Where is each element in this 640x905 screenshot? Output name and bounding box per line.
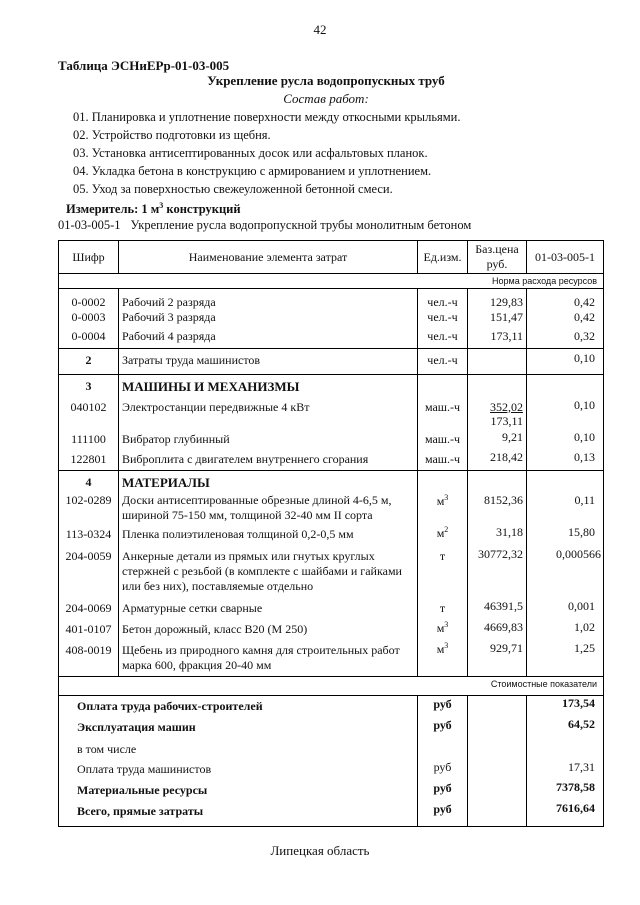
resource-table — [58, 240, 604, 827]
table-row: 0-0002 Рабочий 2 разряда чел.-ч 129,83 0,42 — [59, 289, 604, 311]
subtitle-code: 01-03-005-1 — [58, 218, 121, 232]
page-number: 42 — [313, 22, 327, 37]
table-row: 2 Затраты труда машинистов чел.-ч 0,10 — [59, 348, 604, 374]
work-item: 05. Уход за поверхностью свежеуложенной бетонной смеси. — [73, 182, 393, 196]
table-id: Таблица ЭСНиЕРр-01-03-005 — [58, 58, 230, 73]
summary-row: Эксплуатация машин руб 64,52 — [59, 717, 604, 738]
cost-subheader: Стоимостные показатели — [59, 676, 604, 695]
page-footer: Липецкая область — [270, 843, 370, 858]
table-row: 0-0004 Рабочий 4 разряда чел.-ч 173,11 0,32 — [59, 329, 604, 348]
work-item: 04. Укладка бетона в конструкцию с армированием и уплотнением. — [73, 164, 432, 178]
composition-title: Состав работ: — [283, 91, 369, 106]
table-row: 102-0289 Доски антисептированные обрезные длиной 4-6,5 м, шириной 75-150 мм, толщиной 32-40 мм II сорта $м^3$ 8152,36 0,11 — [59, 491, 604, 525]
table-row: 113-0324 Пленка полиэтиленовая толщиной 0,2-0,5 мм $м^2$ 31,18 15,80 — [59, 525, 604, 545]
table-row: 040102 Электростанции передвижные 4 кВт маш.-ч 352,02 173,11 0,10 — [59, 395, 604, 428]
work-item: 02. Устройство подготовки из щебня. — [73, 128, 271, 142]
measure-unit: Измеритель: 1 $м^3$ конструкций — [66, 201, 241, 217]
table-subtitle — [58, 218, 471, 233]
table-row: 204-0069 Арматурные сетки сварные т 46391,5 0,001 — [59, 599, 604, 619]
subtitle-text: Укрепление русла водопропускной трубы монолитным бетоном — [130, 218, 472, 232]
summary-row: Оплата труда машинистов руб 17,31 — [59, 758, 604, 779]
summary-row: Всего, прямые затраты руб 7616,64 — [59, 800, 604, 826]
header-norm: 01-03-005-1 — [527, 241, 604, 274]
work-item: 01. Планировка и уплотнение поверхности между откосными крыльями. — [73, 110, 461, 124]
works-list — [73, 108, 461, 198]
table-row: 401-0107 Бетон дорожный, класс В20 (М 250) $м^3$ 4669,83 1,02 — [59, 619, 604, 640]
table-row: 204-0059 Анкерные детали из прямых или гнутых круглых стержней с резьбой (в комплекте с шайбами и гайками или без них), поставляемые отдельно т 30772,32 0,000566 — [59, 545, 604, 599]
document-title: Укрепление русла водопропускных труб — [207, 73, 445, 88]
summary-row: Материальные ресурсы руб 7378,58 — [59, 779, 604, 800]
table-row: 111100 Вибратор глубинный маш.-ч 9,21 0,10 — [59, 428, 604, 448]
table-row: 408-0019 Щебень из природного камня для строительных работ марка 600, фракция 20-40 мм $м^3$ 929,71 1,25 — [59, 640, 604, 676]
header-code: Шифр — [59, 241, 119, 274]
header-unit: Ед.изм. — [418, 241, 468, 274]
table-row: 0-0003 Рабочий 3 разряда чел.-ч 151,47 0,42 — [59, 310, 604, 329]
summary-row: в том числе — [59, 738, 604, 758]
section-row-materials: 4 МАТЕРИАЛЫ — [59, 471, 604, 492]
work-item: 03. Установка антисептированных досок или асфальтовых планок. — [73, 146, 428, 160]
table-row: 122801 Виброплита с двигателем внутреннего сгорания маш.-ч 218,42 0,13 — [59, 448, 604, 471]
table-header-row — [59, 241, 604, 274]
norm-subheader: Норма расхода ресурсов — [59, 274, 604, 289]
header-price: Баз.цена руб. — [468, 241, 527, 274]
section-row-machines: 3 МАШИНЫ И МЕХАНИЗМЫ — [59, 374, 604, 395]
header-name: Наименование элемента затрат — [119, 241, 418, 274]
summary-row: Оплата труда рабочих-строителей руб 173,54 — [59, 695, 604, 717]
